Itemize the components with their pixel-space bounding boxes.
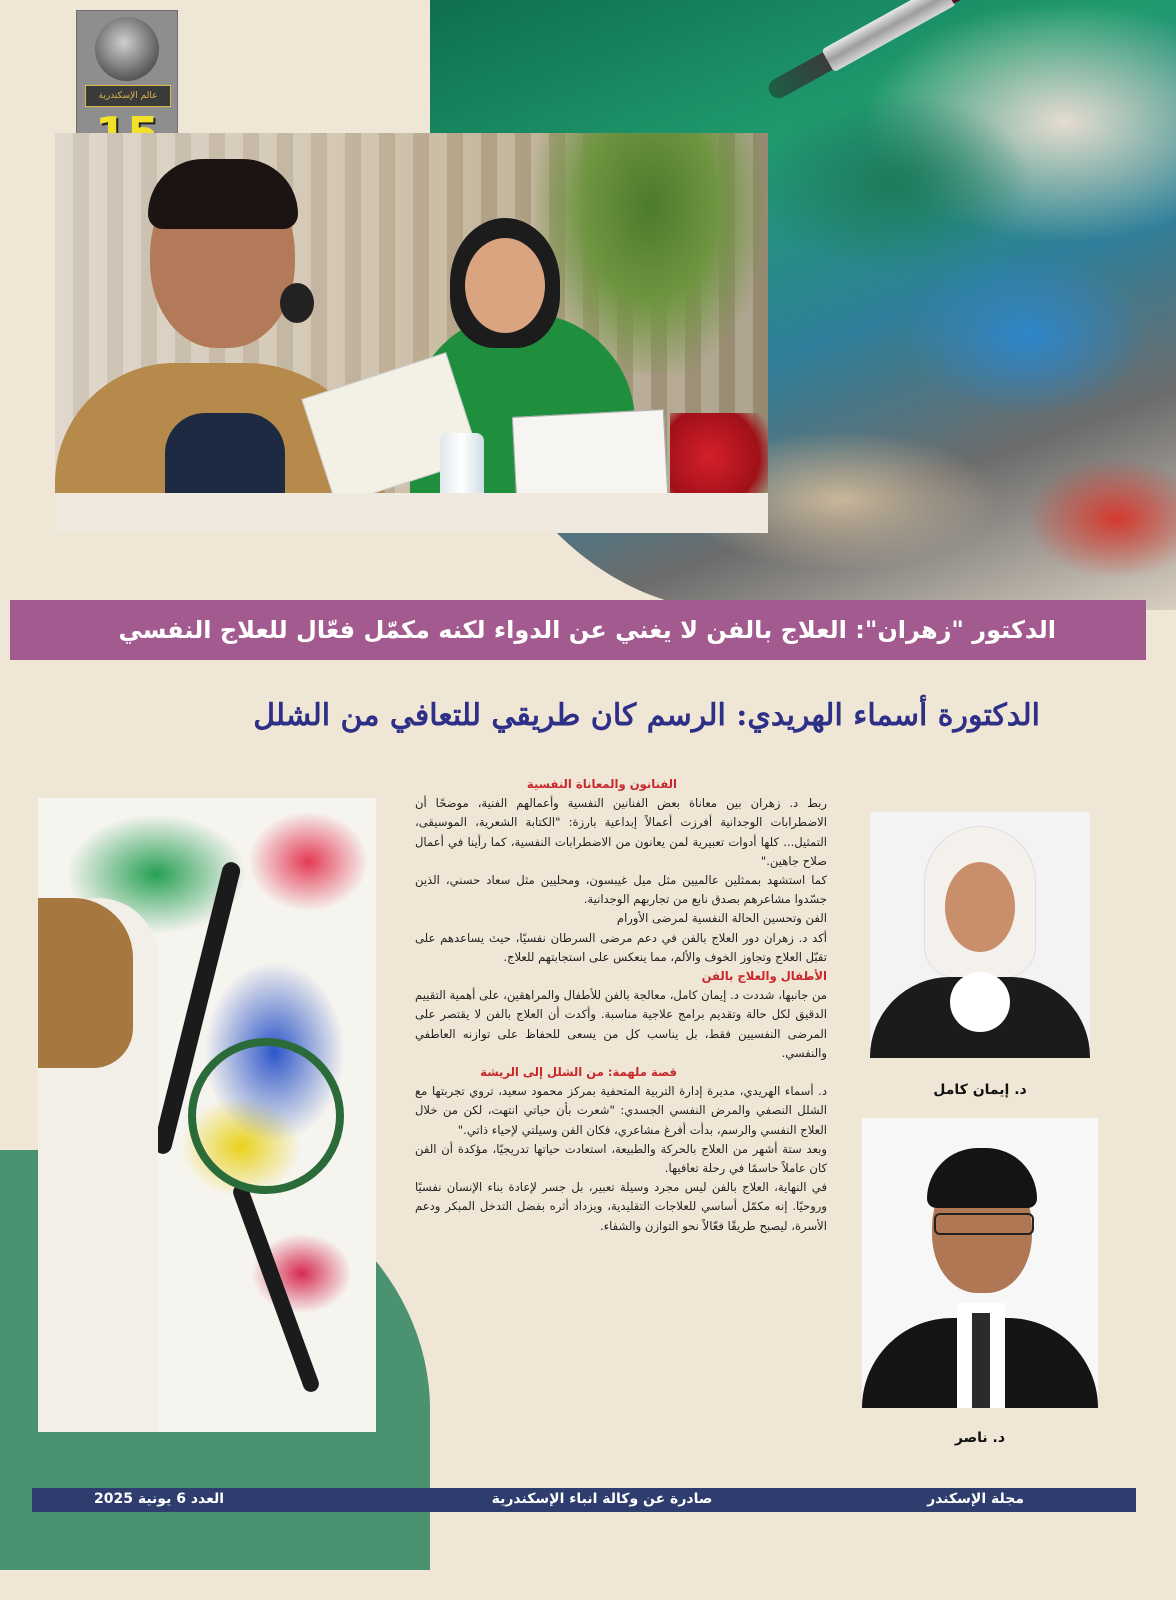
portrait-nasser [862, 1118, 1098, 1408]
section-title: قصة ملهمة: من الشلل إلى الريشة [480, 1065, 677, 1080]
article-paragraph: من جانبها، شددت د. إيمان كامل، معالجة بالفن للأطفال والمراهقين، على أهمية التقييم الدقيق لكل حالة وتقديم برامج علاجية مناسبة. وأكدت أن العلاج بالفن لا يقتصر على المرضى النفسيين فقط، بل يناسب كل من يسعى للحفاظ على توازنه العاطفي والنفسي. [415, 988, 827, 1060]
footer-bar [32, 1488, 1136, 1512]
black-paint-stroke [231, 1182, 321, 1394]
painting-photo [38, 798, 376, 1432]
portrait-face [945, 862, 1015, 952]
footer-source: صادرة عن وكالة انباء الإسكندرية [491, 1491, 713, 1507]
portrait-collar [950, 972, 1010, 1032]
article-paragraph: في النهاية، العلاج بالفن ليس مجرد وسيلة تعبير، بل جسر لإعادة بناء الإنسان نفسيًا وروحيًا. إنه مكمّل أساسي للعلاجات التقليدية، ويزداد أثره بفضل التدخل المبكر ودعم الأسرة، ليصبح طريقًا فعّالاً نحو التوازن والشفاء. [415, 1180, 827, 1233]
portrait-caption: د. إيمان كامل [933, 1082, 1027, 1098]
event-photo [55, 133, 768, 533]
article-paragraph: الفن وتحسين الحالة النفسية لمرضى الأورام [616, 911, 827, 926]
microphone-icon [280, 283, 314, 323]
alexander-head-emblem [95, 17, 159, 81]
portrait-caption: د. ناصر [954, 1430, 1006, 1446]
article-paragraph: د. أسماء الهريدي، مديرة إدارة التربية المتحفية بمركز محمود سعيد، تروي تجربتها مع الشلل النصفي والمرض النفسي الجسدي: "شعرت بأن حياتي انتهت، لكن من خلال العلاج النفسي والرسم، بدأت أفرغ مشاعري، فكان الفن وسيلتي لإحياء ذاتي." [415, 1084, 827, 1137]
article-paragraph: ربط د. زهران بين معاناة بعض الفنانين النفسية وأعمالهم الفنية، موضحًا أن الاضطرابات الوجدانية أفرزت أعمالاً إبداعية بارزة: "الكتابة الشعرية، الموسيقى، التمثيل... كلها أدوات تعبيرية لمن يعانون من الاضطرابات النفسية، كما رأينا في أعمال صلاح جاهين." [415, 796, 827, 868]
article-paragraph: كما استشهد بممثلين عالميين مثل ميل غيبسون، ومحليين مثل سعاد حسني، الذين جسّدوا مشاعرهم بصدق نابع من تجاربهم الوجدانية. [415, 873, 827, 907]
painter-hair [38, 898, 133, 1068]
headline-bar [10, 600, 1146, 660]
headline: الدكتور "زهران": العلاج بالفن لا يغني عن الدواء لكنه مكمّل فعّال للعلاج النفسي [118, 616, 1056, 644]
section-title: الأطفال والعلاج بالفن [701, 969, 827, 984]
portrait-tie [972, 1313, 990, 1408]
portrait-eman-kamel [870, 812, 1090, 1058]
article-paragraph: وبعد ستة أشهر من العلاج بالحركة والطبيعة، استعادت حياتها تدريجيًا، مؤكدة أن الفن كان عاملاً حاسمًا في رحلة تعافيها. [415, 1141, 827, 1176]
speaker-hair [148, 159, 298, 229]
section-title: الفنانون والمعاناة النفسية [526, 777, 677, 791]
article-body [415, 775, 827, 1236]
footer-issue: العدد 6 يونية 2025 [94, 1491, 225, 1507]
green-paint-swirl [188, 1038, 344, 1194]
glasses-icon [934, 1213, 1034, 1235]
article-paragraph: أكد د. زهران دور العلاج بالفن في دعم مرضى السرطان نفسيًا، حيث يساعدهم على تقبّل العلاج وتجاوز الخوف والألم، مما ينعكس على استجابتهم للعلاج. [415, 930, 827, 964]
guest-face [465, 238, 545, 333]
subheadline: الدكتورة أسماء الهريدي: الرسم كان طريقي للتعافي من الشلل [253, 698, 1040, 733]
footer-magazine: مجلة الإسكندر [927, 1491, 1024, 1507]
logo-text: عالم الإسكندرية [85, 85, 171, 107]
portrait-hair [927, 1148, 1037, 1208]
conference-table [55, 493, 768, 533]
